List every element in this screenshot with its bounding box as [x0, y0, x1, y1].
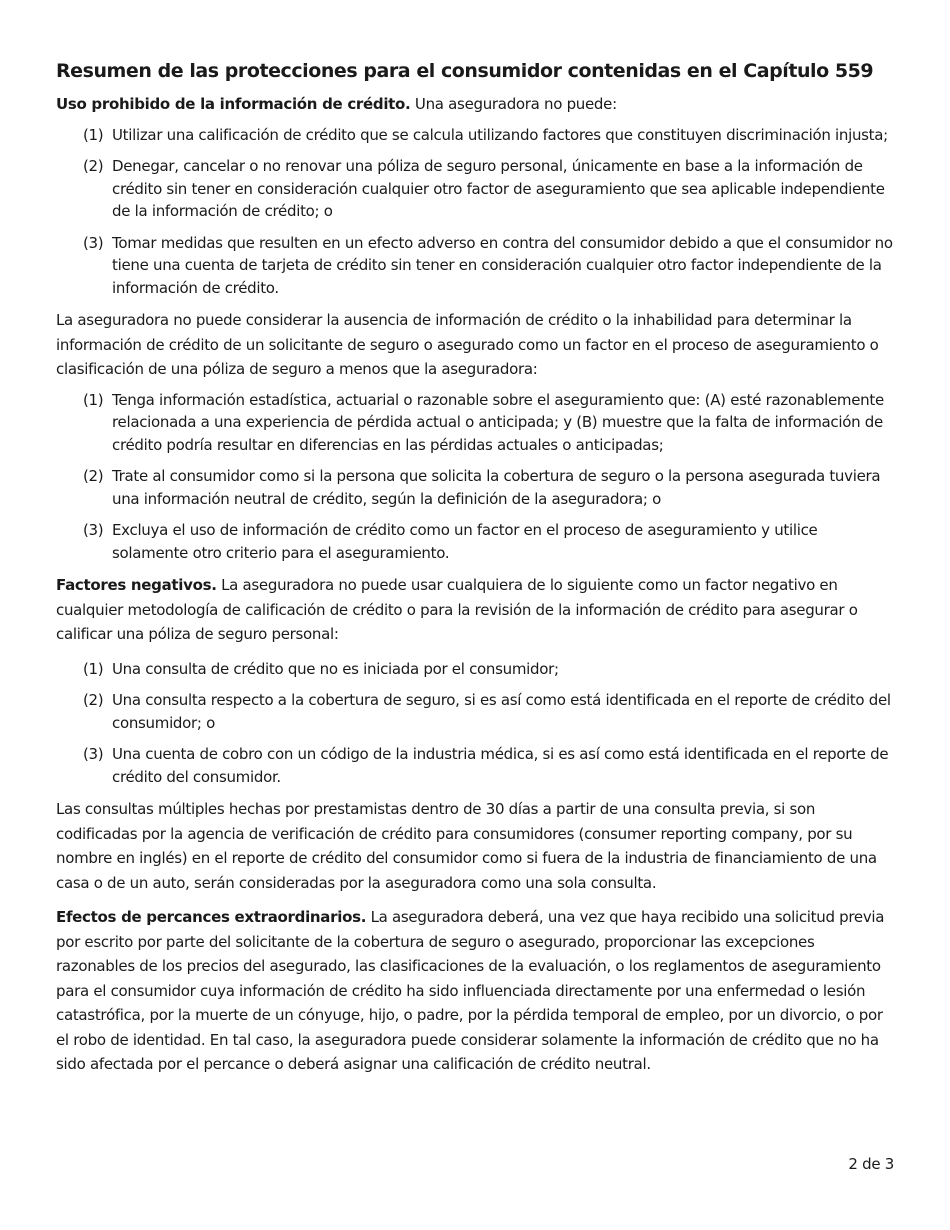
list-item	[56, 519, 896, 564]
section-prohibited-use-intro	[56, 92, 896, 117]
list-item-number: (1)	[83, 659, 104, 678]
page-title: Resumen de las protecciones para el consumidor contenidas en el Capítulo 559	[56, 60, 874, 82]
section-text: La aseguradora deberá, una vez que haya recibido una solicitud previa por escrito por parte del solicitante de la cobertura de seguro o asegurado, proporcionar las excepciones razonables de los precios del asegurado, las clasificaciones de la evaluación, o los reglamentos de aseguramiento para el consumidor cuya información de crédito ha sido influenciada directamente por una enfermedad o lesión catastrófica, por la muerte de un cónyuge, hijo, o padre, por la pérdida temporal de empleo, por un divorcio, o por el robo de identidad. En tal caso, la aseguradora puede considerar solamente la información de crédito que no ha sido afectada por el percance o deberá asignar una calificación de crédito neutral.	[56, 908, 885, 1073]
list-item	[56, 743, 896, 788]
section-heading-negative-factors: Factores negativos.	[56, 576, 217, 594]
absence-conditions-list	[56, 389, 896, 565]
section-negative-factors-intro	[56, 573, 896, 647]
negative-factors-list	[56, 658, 896, 789]
list-item-number: (2)	[83, 467, 104, 485]
section-heading-prohibited-use: Uso prohibido de la información de crédito.	[56, 95, 411, 113]
list-item-number: (3)	[83, 745, 104, 763]
list-item-text: Una cuenta de cobro con un código de la industria médica, si es así como está identificada en el reporte de crédito del consumidor.	[112, 745, 889, 786]
list-item-text: Tomar medidas que resulten en un efecto adverso en contra del consumidor debido a que el consumidor no tiene una cuenta de tarjeta de crédito sin tener en consideración cualquier otro factor independiente de la información de crédito.	[112, 233, 893, 297]
section-heading-extraordinary-events: Efectos de percances extraordinarios.	[56, 908, 367, 926]
list-item-text: Excluya el uso de información de crédito como un factor en el proceso de aseguramiento y utilice solamente otro criterio para el aseguramiento.	[112, 521, 818, 562]
list-item-number: (3)	[83, 521, 104, 539]
section-multiple-inquiries: Las consultas múltiples hechas por prestamistas dentro de 30 días a partir de una consulta previa, si son codificadas por la agencia de verificación de crédito para consumidores (consumer reporting company, por su nombre en inglés) en el reporte de crédito del consumidor como si fuera de la industria de financiamiento de una casa o de un auto, serán consideradas por la aseguradora como una sola consulta.	[56, 800, 877, 892]
section-absence-of-credit-info: La aseguradora no puede considerar la ausencia de información de crédito o la inhabilidad para determinar la información de crédito de un solicitante de seguro o asegurado como un factor en el proceso de aseguramiento o clasificación de una póliza de seguro a menos que la aseguradora:	[56, 311, 879, 378]
document-page	[56, 58, 896, 1084]
list-item	[56, 465, 896, 510]
section-extraordinary-events	[56, 905, 896, 1077]
list-item-text: Tenga información estadística, actuarial o razonable sobre el aseguramiento que: (A) esté razonablemente relacionada a una experiencia de pérdida actual o anticipada; y (B) muestre que la falta de información de crédito podría resultar en diferencias en las pérdidas actuales o anticipadas;	[112, 390, 884, 454]
list-item-number: (3)	[83, 233, 104, 252]
list-item-number: (2)	[83, 691, 104, 709]
list-item	[56, 232, 896, 300]
list-item-number: (2)	[83, 157, 104, 175]
list-item	[56, 155, 896, 223]
list-item-text: Una consulta respecto a la cobertura de seguro, si es así como está identificada en el reporte de crédito del consumidor; o	[112, 691, 891, 732]
list-item	[56, 124, 896, 147]
list-item-number: (1)	[83, 125, 104, 144]
list-item	[56, 389, 896, 457]
list-item-text: Trate al consumidor como si la persona que solicita la cobertura de seguro o la persona asegurada tuviera una información neutral de crédito, según la definición de la aseguradora; o	[112, 467, 881, 508]
list-item-text: Una consulta de crédito que no es iniciada por el consumidor;	[112, 659, 559, 678]
list-item-number: (1)	[83, 390, 104, 409]
prohibited-use-list	[56, 124, 896, 300]
list-item-text: Utilizar una calificación de crédito que se calcula utilizando factores que constituyen discriminación injusta;	[112, 125, 888, 144]
list-item-text: Denegar, cancelar o no renovar una póliza de seguro personal, únicamente en base a la información de crédito sin tener en consideración cualquier otro factor de aseguramiento que sea aplicable independiente de la información de crédito; o	[112, 157, 885, 220]
section-text: La aseguradora no puede usar cualquiera de lo siguiente como un factor negativo en cualquier metodología de calificación de crédito o para la revisión de la información de crédito para asegurar o calificar una póliza de seguro personal:	[56, 576, 858, 643]
list-item	[56, 658, 896, 681]
list-item	[56, 689, 896, 734]
page-number: 2 de 3	[848, 1155, 894, 1173]
section-text: Una aseguradora no puede:	[414, 95, 617, 113]
